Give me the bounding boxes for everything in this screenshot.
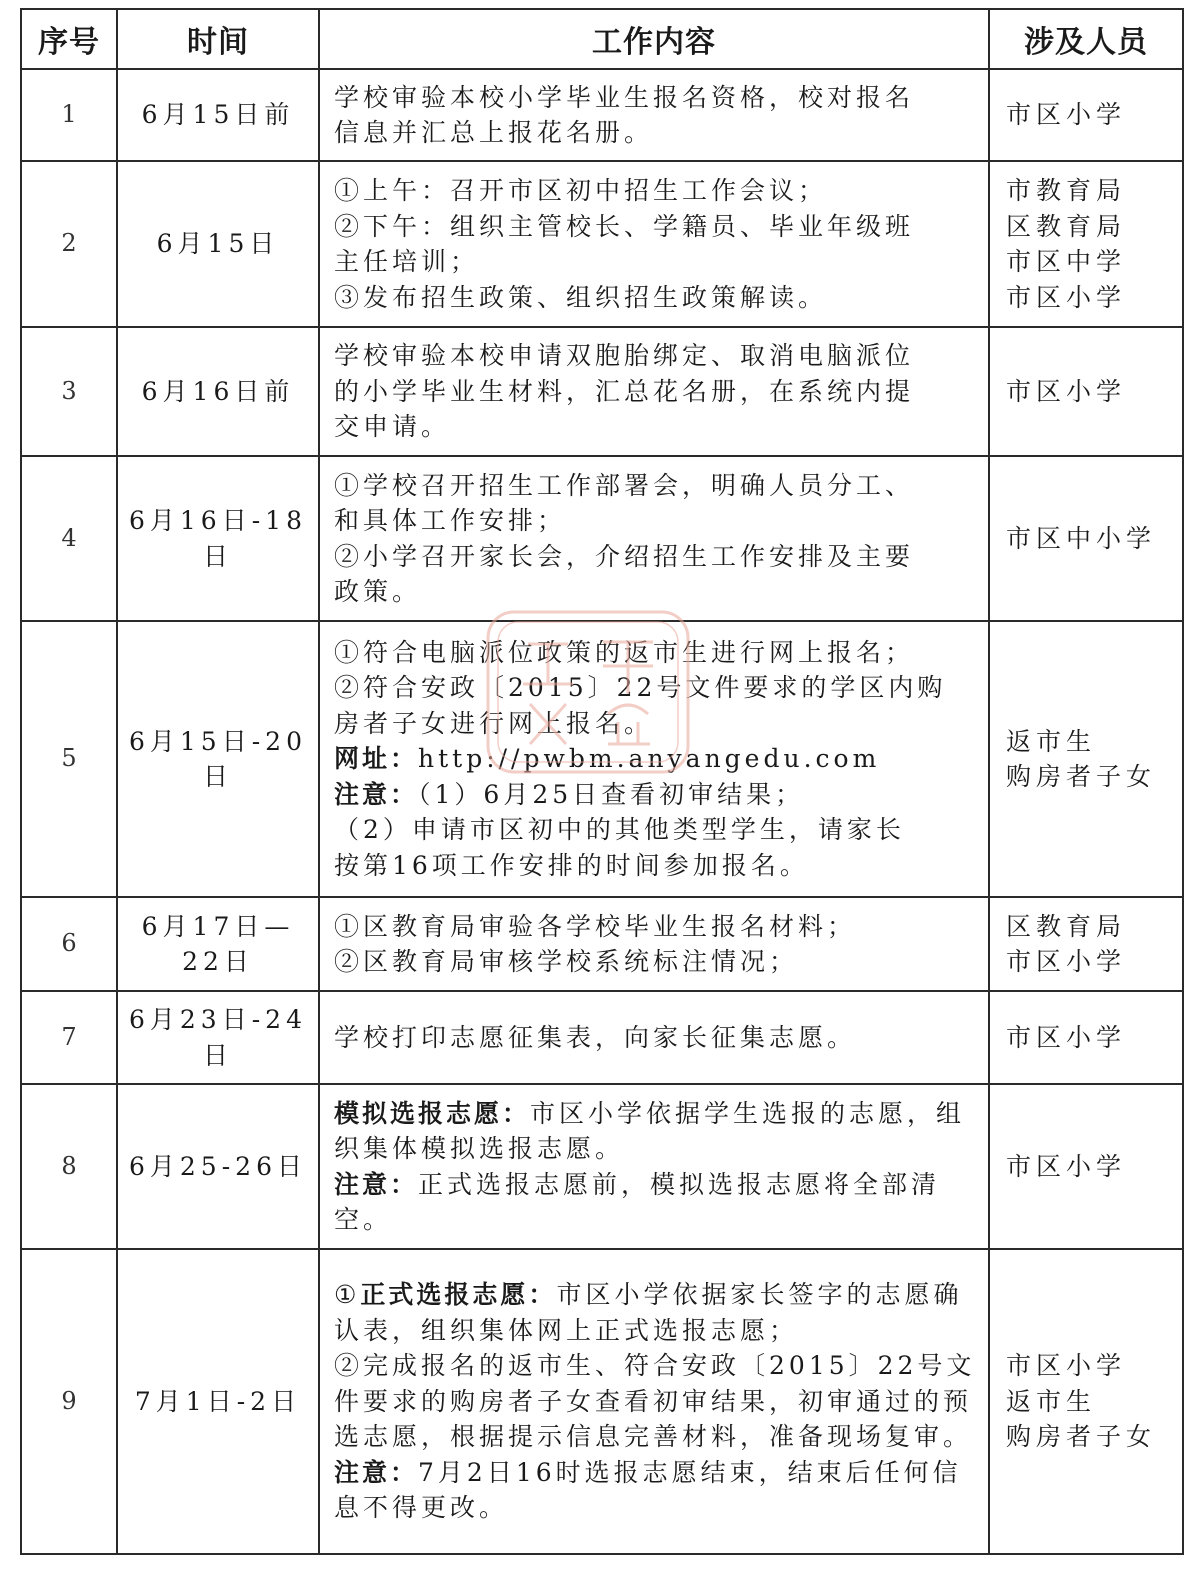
note-paragraph bbox=[334, 1455, 976, 1526]
item-prefix: ① bbox=[334, 1280, 361, 1310]
row-number: 2 bbox=[21, 161, 117, 327]
note-line bbox=[334, 777, 976, 813]
note-text: 正式选报志愿前，模拟选报志愿将全部清空。 bbox=[334, 1169, 941, 1234]
table-row bbox=[21, 1249, 1183, 1554]
row-number: 4 bbox=[21, 456, 117, 621]
row-number: 9 bbox=[21, 1249, 117, 1554]
row-date: 6月16日-18日 bbox=[117, 456, 319, 621]
people-line: 返市生 bbox=[1006, 726, 1097, 756]
people-line: 市区中学 bbox=[1006, 247, 1127, 276]
table-row bbox=[21, 1084, 1183, 1249]
row-people bbox=[989, 621, 1183, 897]
work-line: 学校打印志愿征集表，向家长征集志愿。 bbox=[334, 1022, 857, 1052]
row-date: 6月16日前 bbox=[117, 327, 319, 456]
row-number: 8 bbox=[21, 1084, 117, 1249]
work-line: 学校审验本校小学毕业生报名资格，校对报名 bbox=[334, 82, 915, 112]
table-row bbox=[21, 456, 1183, 621]
work-paragraph: ②完成报名的返市生、符合安政〔2015〕22号文件要求的购房者子女查看初审结果，初审通过的预选志愿，根据提示信息完善材料，准备现场复审。 bbox=[334, 1351, 976, 1452]
work-line: 学校审验本校申请双胞胎绑定、取消电脑派位 bbox=[334, 341, 915, 371]
row-work bbox=[319, 1249, 989, 1554]
work-line: ①区教育局审验各学校毕业生报名材料； bbox=[334, 911, 857, 941]
people-line: 购房者子女 bbox=[1006, 1422, 1157, 1452]
simulate-label: 模拟选报志愿： bbox=[334, 1098, 531, 1128]
row-date: 6月15日前 bbox=[117, 69, 319, 161]
row-work bbox=[319, 1084, 989, 1249]
row-people bbox=[989, 1249, 1183, 1554]
work-line: ②符合安政〔2015〕22号文件要求的学区内购 bbox=[334, 673, 947, 703]
row-work bbox=[319, 621, 989, 897]
people-line: 市区小学 bbox=[1006, 1022, 1127, 1052]
work-line: 房者子女进行网上报名。 bbox=[334, 708, 654, 738]
row-date: 6月25-26日 bbox=[117, 1084, 319, 1249]
row-people bbox=[989, 1084, 1183, 1249]
work-line: 和具体工作安排； bbox=[334, 506, 567, 535]
header-time: 时间 bbox=[117, 9, 319, 69]
work-line: ②区教育局审核学校系统标注情况； bbox=[334, 947, 799, 976]
row-work bbox=[319, 161, 989, 327]
work-line: ②下午：组织主管校长、学籍员、毕业年级班 bbox=[334, 211, 915, 241]
people-line: 市区小学 bbox=[1006, 1151, 1127, 1181]
url-link[interactable]: http://pwbm.anyangedu.com bbox=[418, 744, 881, 774]
row-date: 6月23日-24日 bbox=[117, 991, 319, 1084]
row-date: 7月1日-2日 bbox=[117, 1249, 319, 1554]
row-date: 6月17日—22日 bbox=[117, 897, 319, 991]
row-number: 3 bbox=[21, 327, 117, 456]
url-line bbox=[334, 741, 976, 777]
note-label: 注意： bbox=[334, 1457, 419, 1487]
row-people bbox=[989, 456, 1183, 621]
work-line: ①学校召开招生工作部署会，明确人员分工、 bbox=[334, 470, 915, 500]
header-work: 工作内容 bbox=[319, 9, 989, 69]
row-work bbox=[319, 327, 989, 456]
schedule-table-container bbox=[20, 8, 1182, 1555]
row-date: 6月15日 bbox=[117, 161, 319, 327]
table-row bbox=[21, 621, 1183, 897]
people-line: 市区小学 bbox=[1006, 282, 1127, 312]
row-people bbox=[989, 69, 1183, 161]
row-number: 6 bbox=[21, 897, 117, 991]
row-date: 6月15日-20日 bbox=[117, 621, 319, 897]
work-line: ③发布招生政策、组织招生政策解读。 bbox=[334, 282, 828, 312]
people-line: 市区小学 bbox=[1006, 376, 1127, 406]
table-row bbox=[21, 161, 1183, 327]
people-line: 市区小学 bbox=[1006, 100, 1127, 130]
people-line: 购房者子女 bbox=[1006, 762, 1157, 791]
work-line: ①符合电脑派位政策的返市生进行网上报名； bbox=[334, 637, 915, 667]
work-line: 信息并汇总上报花名册。 bbox=[334, 118, 654, 147]
row-people bbox=[989, 897, 1183, 991]
simulate-text: 市区小学依据学生选报的志愿，组织集体模拟选报志愿。 bbox=[334, 1098, 966, 1163]
row-work bbox=[319, 69, 989, 161]
note-line: （2）申请市区初中的其他类型学生，请家长 bbox=[334, 815, 905, 845]
row-number: 7 bbox=[21, 991, 117, 1084]
table-row bbox=[21, 327, 1183, 456]
schedule-table bbox=[20, 8, 1184, 1555]
work-line: ①上午：召开市区初中招生工作会议； bbox=[334, 176, 828, 205]
people-line: 返市生 bbox=[1006, 1386, 1097, 1416]
note-text: （1）6月25日查看初审结果； bbox=[418, 779, 805, 809]
row-number: 5 bbox=[21, 621, 117, 897]
formal-text: 市区小学依据家长签字的志愿确认表，组织集体网上正式选报志愿； bbox=[334, 1280, 963, 1345]
people-line: 区教育局 bbox=[1006, 211, 1127, 241]
note-line: 按第16项工作安排的时间参加报名。 bbox=[334, 850, 809, 880]
note-label: 注意： bbox=[334, 779, 419, 809]
row-work bbox=[319, 456, 989, 621]
work-line: 政策。 bbox=[334, 577, 422, 606]
work-line: 主任培训； bbox=[334, 247, 480, 276]
people-line: 市区中小学 bbox=[1006, 523, 1157, 553]
table-row bbox=[21, 69, 1183, 161]
table-row bbox=[21, 897, 1183, 991]
row-work bbox=[319, 991, 989, 1084]
work-paragraph bbox=[334, 1277, 976, 1348]
people-line: 市教育局 bbox=[1006, 176, 1127, 205]
note-text: 7月2日16时选报志愿结束，结束后任何信息不得更改。 bbox=[334, 1457, 962, 1523]
work-line: 交申请。 bbox=[334, 412, 451, 442]
work-paragraph bbox=[334, 1096, 976, 1167]
table-row bbox=[21, 991, 1183, 1084]
url-label: 网址： bbox=[334, 744, 419, 774]
work-line: ②小学召开家长会，介绍招生工作安排及主要 bbox=[334, 541, 915, 571]
header-no: 序号 bbox=[21, 9, 117, 69]
work-line: 的小学毕业生材料，汇总花名册，在系统内提 bbox=[334, 376, 915, 406]
people-line: 市区小学 bbox=[1006, 947, 1127, 976]
header-people: 涉及人员 bbox=[989, 9, 1183, 69]
row-people bbox=[989, 327, 1183, 456]
row-people bbox=[989, 991, 1183, 1084]
formal-label: 正式选报志愿： bbox=[360, 1280, 557, 1310]
row-work bbox=[319, 897, 989, 991]
people-line: 市区小学 bbox=[1006, 1351, 1127, 1381]
note-label: 注意： bbox=[334, 1169, 419, 1199]
row-people bbox=[989, 161, 1183, 327]
people-line: 区教育局 bbox=[1006, 911, 1127, 941]
note-paragraph bbox=[334, 1167, 976, 1238]
row-number: 1 bbox=[21, 69, 117, 161]
table-header-row bbox=[21, 9, 1183, 69]
